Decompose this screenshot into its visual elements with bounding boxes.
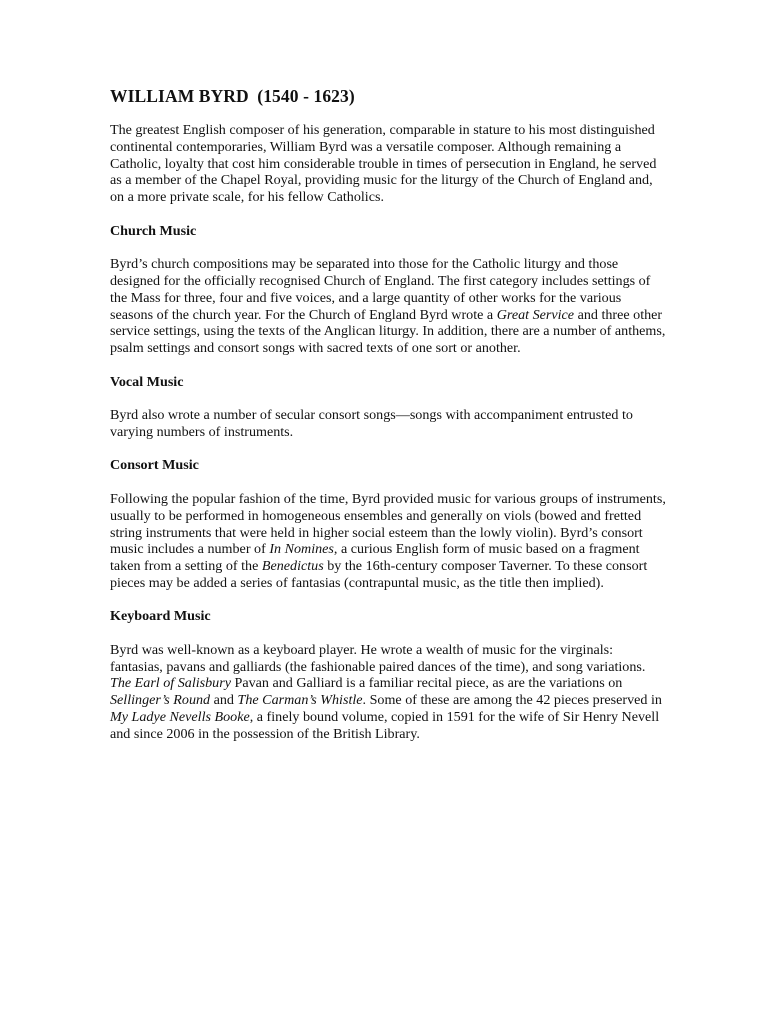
italic-title: My Ladye Nevells Booke [110, 709, 250, 726]
intro-paragraph: The greatest English composer of his generation, comparable in stature to his most distinguished continental contemporaries, William Byrd was a versatile composer. Although remaining a Catholic, loyalty that cost him considerable trouble in times of persecution in England, he served as a member of the Chapel Royal, providing music for the liturgy of the Church of England and, on a more private scale, for his fellow Catholics. [110, 122, 657, 206]
text-run: by the 16th-century composer Taverner. To these consort pieces may be added a series of fantasias (contrapuntal music, as the title then implied). [110, 558, 648, 591]
italic-title: The Earl of Salisbury [110, 675, 231, 692]
italic-title: In Nomines [269, 541, 334, 558]
italic-title: Great Service [496, 306, 575, 323]
section-heading-consort-music: Consort Music [110, 457, 199, 474]
text-run: , a finely bound volume, copied in 1591 for the wife of Sir Henry Nevell and since 2006 in the possession of the British Library. [110, 709, 660, 742]
section-heading-keyboard-music: Keyboard Music [110, 608, 211, 625]
title-name: WILLIAM BYRD [110, 86, 249, 106]
document-title [110, 86, 666, 107]
text-run: . Some of these are among the 42 pieces preserved in [362, 692, 662, 709]
text-run: Following the popular fashion of the time, Byrd provided music for various groups of instruments, usually to be performed in homogeneous ensembles and generally on viols (bowed and fretted string instruments that were held in higher social esteem than the lowly violin). Byrd’s consort music includes a number of [110, 490, 666, 558]
document-page [110, 86, 666, 759]
keyboard-music-paragraph [110, 642, 666, 743]
text-run: Byrd’s church compositions may be separated into those for the Catholic liturgy and those designed for the officially recognised Church of England. The first category includes settings of the Mass for three, four and five voices, and a large quantity of other works for the various seasons of the church year. For the Church of England Byrd wrote a [110, 256, 651, 323]
text-run: Pavan and Galliard is a familiar recital piece, as are the variations on [230, 675, 623, 692]
section-heading-church-music: Church Music [110, 222, 197, 239]
italic-title: Sellinger’s Round [110, 692, 211, 709]
section-heading-vocal-music: Vocal Music [110, 373, 184, 390]
church-music-paragraph [110, 256, 666, 357]
text-run: Byrd was well-known as a keyboard player. He wrote a wealth of music for the virginals: fantasias, pavans and galliards (the fashionable paired dances of the time), and song variations. [110, 641, 646, 675]
text-run: , a curious English form of music based on a fragment taken from a setting of the [110, 541, 640, 575]
consort-music-paragraph [110, 491, 666, 592]
text-run: and three other service settings, using the texts of the Anglican liturgy. In addition, there are a number of anthems, psalm settings and consort songs with sacred texts of one sort or another. [110, 306, 666, 357]
italic-title: Benedictus [261, 558, 324, 575]
title-dates: (1540 - 1623) [257, 86, 355, 106]
text-run: and [210, 692, 238, 709]
vocal-music-paragraph: Byrd also wrote a number of secular consort songs—songs with accompaniment entrusted to varying numbers of instruments. [110, 407, 633, 440]
italic-title: The Carman’s Whistle [237, 692, 363, 709]
